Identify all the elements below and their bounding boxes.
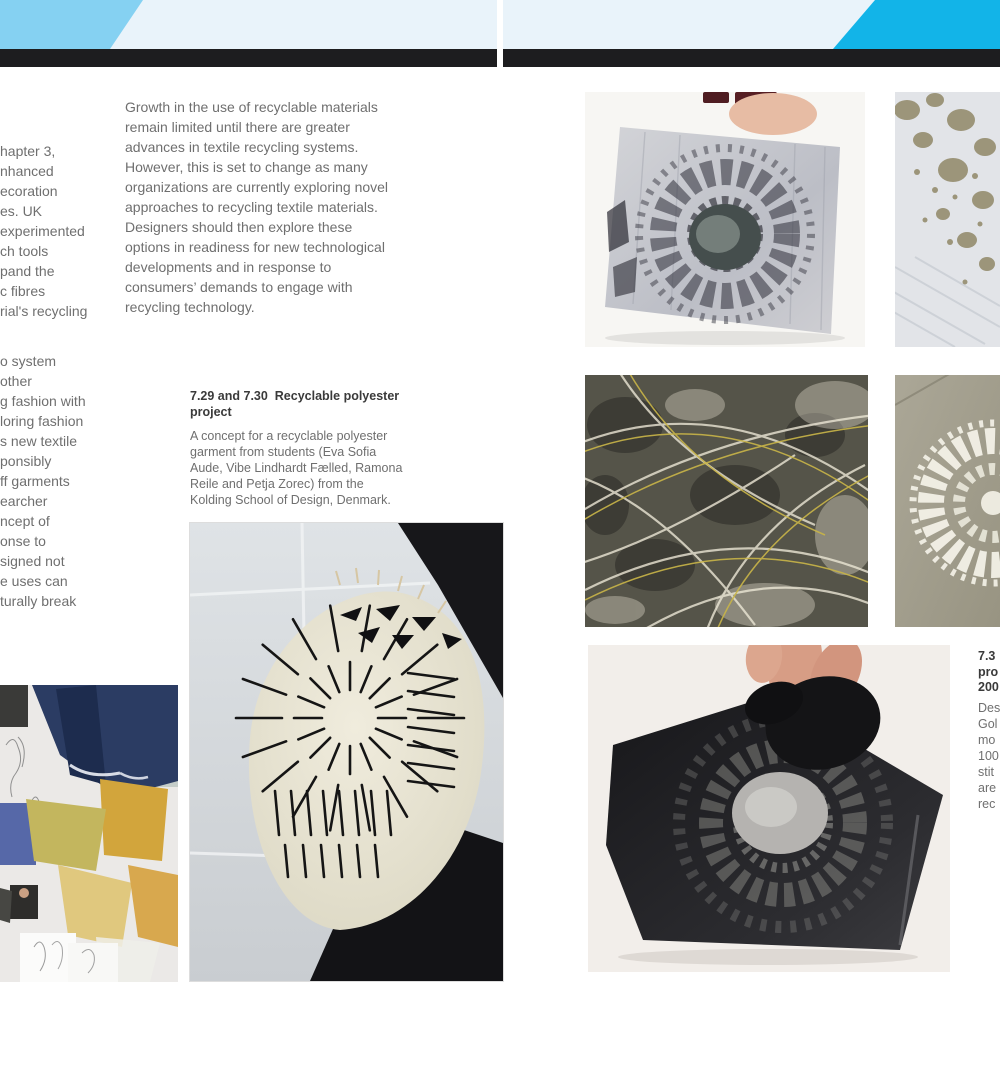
caption-body-line: mo: [978, 733, 996, 747]
text-line: other: [0, 373, 32, 389]
text-line: organizations are currently exploring novel: [125, 179, 389, 195]
text-line: Designers should then explore these: [125, 219, 353, 235]
photo-shadow: [605, 331, 845, 345]
text-line: approaches to recycling textile materials.: [125, 199, 378, 215]
text-line: e uses can: [0, 573, 68, 589]
caption-heading-line: 200: [978, 680, 999, 694]
text-line: ponsibly: [0, 453, 52, 469]
fingernail: [703, 92, 729, 103]
text-line: nhanced: [0, 163, 54, 179]
text-line: onse to: [0, 533, 46, 549]
text-line: remain limited until there are greater: [125, 119, 350, 135]
figure-doily-photo: [895, 375, 1000, 627]
caption-heading-line: pro: [978, 664, 999, 679]
text-line: turally break: [0, 593, 77, 609]
figure-moodboard-photo: [0, 685, 178, 982]
header-right-black-bar: [503, 49, 1000, 67]
text-line: es. UK: [0, 203, 43, 219]
text-line: g fashion with: [0, 393, 86, 409]
text-line: earcher: [0, 493, 48, 509]
figure-lace-grey-photo: [585, 92, 865, 347]
text-line: Growth in the use of recyclable materials: [125, 99, 378, 115]
text-line: hapter 3,: [0, 143, 56, 159]
figure-caption-729-730-body: [190, 428, 430, 508]
caption-body-line: are: [978, 781, 997, 795]
caption-body-line: stit: [978, 765, 994, 779]
caption-body-line: Des: [978, 701, 1000, 715]
photo-shadow: [618, 949, 918, 965]
figure-caption-731-heading: [978, 649, 1000, 696]
left-column-top-fragments: [0, 141, 115, 321]
text-line: experimented: [0, 223, 85, 239]
text-line: advances in textile recycling systems.: [125, 139, 359, 155]
small-dark-cutout: [0, 888, 12, 923]
header-left-black-bar: [0, 49, 497, 67]
text-line: signed not: [0, 553, 65, 569]
header-graphic: [0, 0, 1000, 68]
figure-fiber-web-photo: [585, 375, 868, 627]
photo-face: [19, 888, 29, 898]
caption-body-line: Kolding School of Design, Denmark.: [190, 493, 391, 507]
text-line: ch tools: [0, 243, 49, 259]
text-line: c fibres: [0, 283, 46, 299]
text-line: consumers’ demands to engage with: [125, 279, 353, 295]
caption-body-line: 100: [978, 749, 999, 763]
caption-body-line: garment from students (Eva Sofia: [190, 445, 377, 459]
caption-body-line: rec: [978, 797, 996, 811]
text-line: options in readiness for new technological: [125, 239, 385, 255]
caption-body-line: Aude, Vibe Lindhardt Fælled, Ramona: [190, 461, 403, 475]
figure-garment-photo: [190, 523, 503, 981]
caption-heading-line: 7.3: [978, 649, 996, 663]
text-line: rial's recycling: [0, 303, 88, 319]
caption-heading-line: 7.29 and 7.30 Recyclable polyester: [190, 389, 400, 403]
caption-body-line: Reile and Petja Zorec) from the: [190, 477, 364, 491]
hand-finger: [729, 93, 817, 135]
figure-black-lace-photo: [588, 645, 950, 972]
page-header: [0, 0, 1000, 68]
figure-caption-729-730-heading: [190, 389, 430, 420]
text-line: ncept of: [0, 513, 50, 529]
figure-print-detail-photo: [895, 92, 1000, 347]
text-line: ecoration: [0, 183, 58, 199]
text-line: developments and in response to: [125, 259, 332, 275]
caption-body-line: Gol: [978, 717, 998, 731]
left-column-bottom-fragments: [0, 351, 115, 611]
text-line: o system: [0, 353, 57, 369]
text-line: recycling technology.: [125, 299, 255, 315]
caption-heading-line: project: [190, 404, 232, 419]
caption-body-line: A concept for a recyclable polyester: [190, 429, 388, 443]
text-line: s new textile: [0, 433, 78, 449]
figure-caption-731-body: [978, 700, 1000, 812]
text-line: However, this is set to change as many: [125, 159, 368, 175]
text-line: pand the: [0, 263, 55, 279]
intro-paragraph: [125, 97, 425, 317]
text-line: loring fashion: [0, 413, 84, 429]
pinned-dark-print: [0, 685, 28, 727]
text-line: ff garments: [0, 473, 70, 489]
